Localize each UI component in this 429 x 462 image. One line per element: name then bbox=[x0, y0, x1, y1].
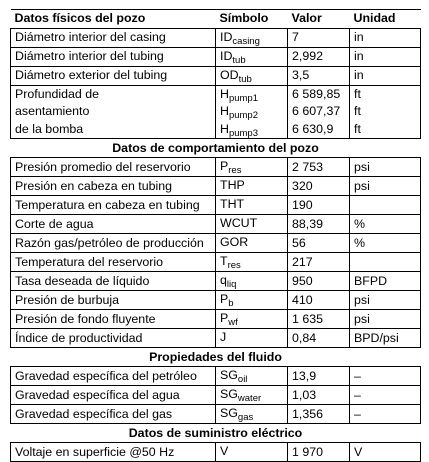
symbol-cell bbox=[216, 291, 288, 310]
parameter-cell: Temperatura en cabeza en tubing bbox=[11, 196, 216, 215]
parameter-cell: Diámetro exterior del tubing bbox=[11, 66, 216, 85]
table-row bbox=[11, 405, 421, 424]
value-cell: 0,84 bbox=[288, 329, 350, 348]
value-cell: 2,992 bbox=[288, 47, 350, 66]
symbol-cell bbox=[216, 215, 288, 234]
symbol-cell bbox=[216, 47, 288, 66]
symbol-main: P bbox=[220, 311, 229, 325]
symbol-cell bbox=[216, 310, 288, 329]
symbol-subscript: water bbox=[237, 393, 262, 404]
table-row bbox=[11, 215, 421, 234]
table-row bbox=[11, 253, 421, 272]
parameter-cell: Corte de agua bbox=[11, 215, 216, 234]
parameter-cell: Razón gas/petróleo de producción bbox=[11, 234, 216, 253]
parameter-cell: Voltaje en superficie @50 Hz bbox=[11, 443, 216, 462]
symbol-subscript: casing bbox=[232, 35, 260, 47]
table-row bbox=[11, 158, 421, 177]
table-row bbox=[11, 28, 421, 47]
symbol-main: ID bbox=[220, 29, 233, 44]
parameter-cell: Presión promedio del reservorio bbox=[11, 158, 216, 177]
section-title-fluid: Propiedades del fluido bbox=[11, 348, 421, 367]
value-cell: 1,356 bbox=[288, 405, 350, 424]
section3-title-wrap bbox=[11, 348, 421, 367]
table-row bbox=[11, 367, 421, 386]
header-parameter: Datos físicos del pozo bbox=[11, 10, 216, 29]
symbol-cell bbox=[216, 253, 288, 272]
parameter-cell: Temperatura del reservorio bbox=[11, 253, 216, 272]
parameter-cell: Presión de fondo fluyente bbox=[11, 310, 216, 329]
value-cell: 88,39 bbox=[288, 215, 350, 234]
parameter-cell: Gravedad específica del gas bbox=[11, 405, 216, 424]
section2-title-wrap bbox=[11, 139, 421, 158]
value-cell: 3,5 bbox=[288, 66, 350, 85]
parameter-cell: Diámetro interior del tubing bbox=[11, 47, 216, 66]
unit-cell: psi bbox=[350, 291, 421, 310]
parameter-cell: Gravedad específica del petróleo bbox=[11, 367, 216, 386]
unit-cell: – bbox=[350, 386, 421, 405]
symbol-subscript: liq bbox=[226, 279, 237, 290]
parameter-cell: Gravedad específica del agua bbox=[11, 386, 216, 405]
symbol-subscript: tub bbox=[232, 54, 246, 66]
symbol-main: V bbox=[220, 444, 229, 458]
pump-depth-values: 6 589,85 6 607,37 6 630,9 bbox=[288, 85, 350, 139]
parameter-cell: Presión en cabeza en tubing bbox=[11, 177, 216, 196]
table-row bbox=[11, 291, 421, 310]
symbol-cell bbox=[216, 272, 288, 291]
symbol-cell bbox=[216, 28, 288, 47]
symbol-main: J bbox=[220, 330, 227, 344]
value-cell: 13,9 bbox=[288, 367, 350, 386]
table-row bbox=[11, 272, 421, 291]
value-cell: 1 635 bbox=[288, 310, 350, 329]
unit-cell: % bbox=[350, 234, 421, 253]
unit-cell: in bbox=[350, 66, 421, 85]
section-title-electric: Datos de suministro eléctrico bbox=[11, 424, 421, 443]
value-cell: 950 bbox=[288, 272, 350, 291]
symbol-main: T bbox=[220, 254, 228, 268]
header-value: Valor bbox=[288, 10, 350, 29]
value-cell: 56 bbox=[288, 234, 350, 253]
table-row bbox=[11, 234, 421, 253]
parameter-cell: Diámetro interior del casing bbox=[11, 28, 216, 47]
table-row bbox=[11, 386, 421, 405]
symbol-subscript: res bbox=[228, 165, 242, 176]
table-row bbox=[11, 47, 421, 66]
header-unit: Unidad bbox=[350, 10, 421, 29]
symbol-subscript: res bbox=[227, 260, 241, 271]
value-cell: 190 bbox=[288, 196, 350, 215]
table-row bbox=[11, 196, 421, 215]
symbol-subscript: oil bbox=[237, 374, 248, 385]
unit-cell: psi bbox=[350, 177, 421, 196]
symbol-cell bbox=[216, 405, 288, 424]
pump-depth-row bbox=[11, 85, 421, 139]
symbol-cell bbox=[216, 329, 288, 348]
parameter-cell: Índice de productividad bbox=[11, 329, 216, 348]
table-row bbox=[11, 310, 421, 329]
value-cell: 217 bbox=[288, 253, 350, 272]
symbol-main: THT bbox=[220, 197, 245, 211]
symbol-main: SG bbox=[220, 387, 238, 401]
unit-cell: – bbox=[350, 367, 421, 386]
symbol-main: SG bbox=[220, 368, 238, 382]
symbol-cell bbox=[216, 66, 288, 85]
header-row bbox=[11, 10, 421, 29]
unit-cell: psi bbox=[350, 310, 421, 329]
unit-cell bbox=[350, 196, 421, 215]
table-row bbox=[11, 66, 421, 85]
parameter-cell: Presión de burbuja bbox=[11, 291, 216, 310]
behavior-data-section bbox=[11, 158, 421, 348]
symbol-cell bbox=[216, 158, 288, 177]
symbol-cell bbox=[216, 386, 288, 405]
symbol-main: q bbox=[220, 273, 227, 287]
header-symbol: Símbolo bbox=[216, 10, 288, 29]
value-cell: 1,03 bbox=[288, 386, 350, 405]
section-title-behavior: Datos de comportamiento del pozo bbox=[11, 139, 421, 158]
fluid-properties-section bbox=[11, 367, 421, 424]
value-cell: 1 970 bbox=[288, 443, 350, 462]
value-cell: 7 bbox=[288, 28, 350, 47]
value-cell: 320 bbox=[288, 177, 350, 196]
unit-cell bbox=[350, 253, 421, 272]
symbol-cell bbox=[216, 177, 288, 196]
unit-cell: in bbox=[350, 28, 421, 47]
symbol-main: OD bbox=[220, 67, 239, 82]
symbol-cell bbox=[216, 367, 288, 386]
symbol-main: P bbox=[220, 292, 229, 306]
pump-depth-symbols: $H_{pump1}$ $H_{pump2}$ $H_{pump3}$ bbox=[216, 85, 288, 139]
well-data-table bbox=[10, 9, 421, 462]
symbol-main: THP bbox=[220, 178, 245, 192]
unit-cell: BFPD bbox=[350, 272, 421, 291]
value-cell: 410 bbox=[288, 291, 350, 310]
symbol-cell bbox=[216, 234, 288, 253]
unit-cell: in bbox=[350, 47, 421, 66]
parameter-cell: Tasa deseada de líquido bbox=[11, 272, 216, 291]
value-cell: 2 753 bbox=[288, 158, 350, 177]
table-row bbox=[11, 329, 421, 348]
symbol-main: P bbox=[220, 159, 229, 173]
section4-title-wrap bbox=[11, 424, 421, 443]
symbol-subscript: b bbox=[228, 298, 234, 309]
pump-depth-section bbox=[11, 85, 421, 139]
symbol-main: GOR bbox=[220, 235, 249, 249]
well-data-table-container bbox=[10, 9, 420, 462]
unit-cell: BPD/psi bbox=[350, 329, 421, 348]
symbol-main: ID bbox=[220, 48, 233, 63]
unit-cell: psi bbox=[350, 158, 421, 177]
unit-cell: – bbox=[350, 405, 421, 424]
symbol-main: WCUT bbox=[220, 216, 258, 230]
physical-data-section bbox=[11, 28, 421, 85]
unit-cell: V bbox=[350, 443, 421, 462]
pump-depth-units: ft ft ft bbox=[350, 85, 421, 139]
symbol-subscript: wf bbox=[228, 317, 238, 328]
symbol-cell bbox=[216, 196, 288, 215]
symbol-subscript: gas bbox=[237, 412, 254, 423]
table-row bbox=[11, 177, 421, 196]
pump-depth-label: Profundidad de asentamiento de la bomba bbox=[11, 85, 216, 139]
symbol-main: SG bbox=[220, 406, 238, 420]
unit-cell: % bbox=[350, 215, 421, 234]
symbol-subscript: tub bbox=[238, 73, 252, 85]
